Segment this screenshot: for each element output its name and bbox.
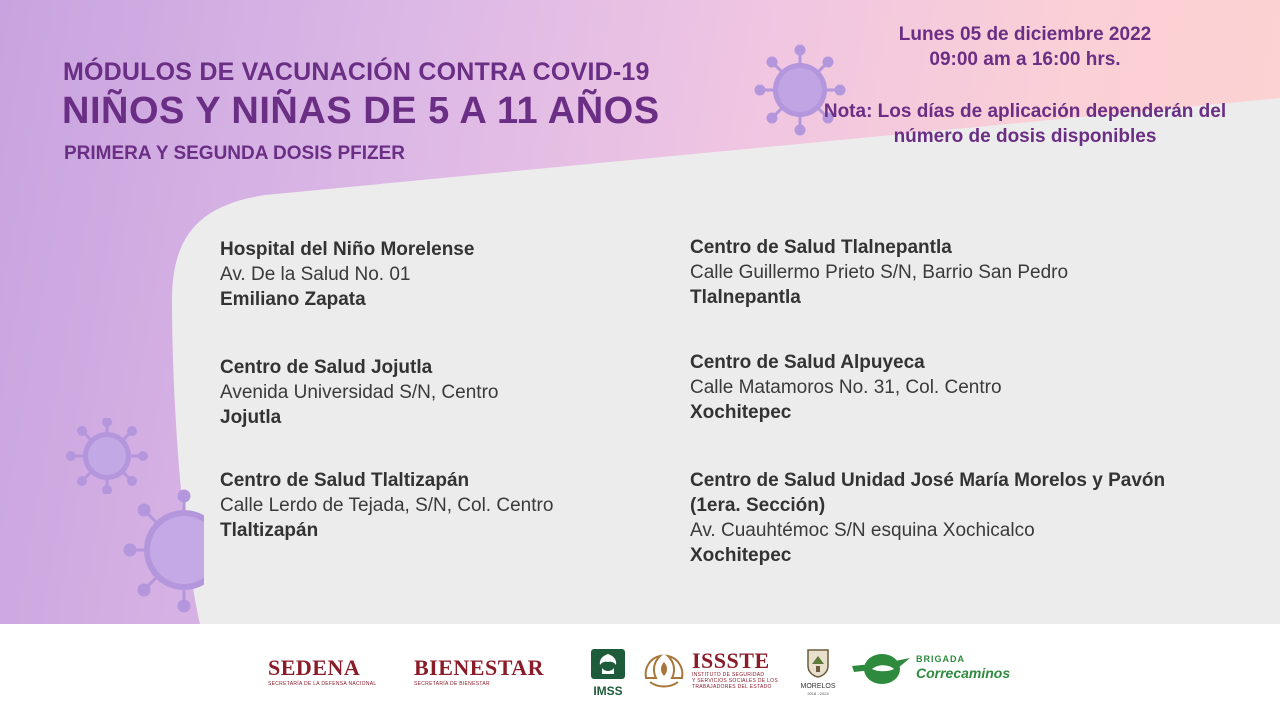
correcaminos-label: Correcaminos bbox=[916, 665, 1011, 681]
site-address: Calle Lerdo de Tejada, S/N, Col. Centro bbox=[220, 495, 554, 516]
imss-eagle-icon bbox=[590, 648, 626, 680]
page-title: NIÑOS Y NIÑAS DE 5 A 11 AÑOS bbox=[62, 90, 660, 132]
site-town: Jojutla bbox=[220, 407, 282, 428]
site-town: Tlalnepantla bbox=[690, 287, 801, 308]
imss-wordmark: IMSS bbox=[593, 684, 623, 698]
issste-wordmark: ISSSTE bbox=[692, 648, 770, 673]
logo-footer bbox=[0, 624, 1280, 719]
page-subtitle: MÓDULOS DE VACUNACIÓN CONTRA COVID-19 bbox=[63, 58, 650, 86]
site-town: Xochitepec bbox=[690, 545, 792, 566]
issste-hands-icon bbox=[640, 648, 688, 692]
note-line-1: Nota: Los días de aplicación dependerán del bbox=[823, 101, 1227, 122]
bienestar-logo bbox=[414, 655, 566, 687]
correcaminos-bird-icon bbox=[850, 652, 912, 686]
sedena-logo bbox=[268, 655, 400, 687]
issste-subtitle-1: INSTITUTO DE SEGURIDAD bbox=[692, 672, 765, 678]
site-item bbox=[690, 350, 1250, 425]
imss-logo bbox=[588, 648, 628, 697]
site-town: Tlaltizapán bbox=[220, 520, 319, 541]
morelos-logo bbox=[796, 648, 840, 696]
site-town: Xochitepec bbox=[690, 402, 792, 423]
bienestar-subtitle: SECRETARÍA DE BIENESTAR bbox=[414, 681, 490, 687]
site-address: Calle Guillermo Prieto S/N, Barrio San Pedro bbox=[690, 262, 1069, 283]
site-name-continued: (1era. Sección) bbox=[690, 495, 826, 516]
issste-subtitle-2: Y SERVICIOS SOCIALES DE LOS bbox=[692, 678, 779, 684]
issste-subtitle-3: TRABAJADORES DEL ESTADO bbox=[692, 684, 772, 690]
schedule-block bbox=[840, 22, 1210, 72]
site-town: Emiliano Zapata bbox=[220, 289, 366, 310]
site-address: Avenida Universidad S/N, Centro bbox=[220, 382, 499, 403]
note-line-2: número de dosis disponibles bbox=[893, 126, 1157, 147]
sedena-subtitle: SECRETARÍA DE LA DEFENSA NACIONAL bbox=[268, 681, 377, 687]
schedule-hours: 09:00 am a 16:00 hrs. bbox=[929, 49, 1121, 70]
morelos-wordmark: MORELOS bbox=[800, 683, 836, 690]
site-name: Centro de Salud Tlalnepantla bbox=[690, 237, 952, 258]
dose-subtitle: PRIMERA Y SEGUNDA DOSIS PFIZER bbox=[64, 143, 405, 164]
bienestar-wordmark: BIENESTAR bbox=[414, 655, 545, 680]
site-name: Centro de Salud Jojutla bbox=[220, 357, 433, 378]
virus-icon-left-small bbox=[66, 418, 148, 494]
site-name: Centro de Salud Tlaltizapán bbox=[220, 470, 470, 491]
site-item bbox=[690, 235, 1250, 310]
site-address: Calle Matamoros No. 31, Col. Centro bbox=[690, 377, 1002, 398]
morelos-years: 2018 - 2024 bbox=[807, 691, 829, 696]
sedena-wordmark: SEDENA bbox=[268, 655, 361, 680]
site-name: Centro de Salud Alpuyeca bbox=[690, 352, 925, 373]
site-address: Av. De la Salud No. 01 bbox=[220, 264, 411, 285]
site-address: Av. Cuauhtémoc S/N esquina Xochicalco bbox=[690, 520, 1035, 541]
site-item bbox=[690, 468, 1250, 568]
virus-icon-left-large bbox=[104, 488, 204, 624]
morelos-shield-icon bbox=[806, 648, 830, 678]
schedule-date: Lunes 05 de diciembre 2022 bbox=[898, 24, 1152, 45]
note-block bbox=[795, 99, 1255, 149]
brigada-label: BRIGADA bbox=[916, 654, 965, 664]
site-name: Hospital del Niño Morelense bbox=[220, 239, 475, 260]
site-name: Centro de Salud Unidad José María Morelos y Pavón bbox=[690, 470, 1166, 491]
